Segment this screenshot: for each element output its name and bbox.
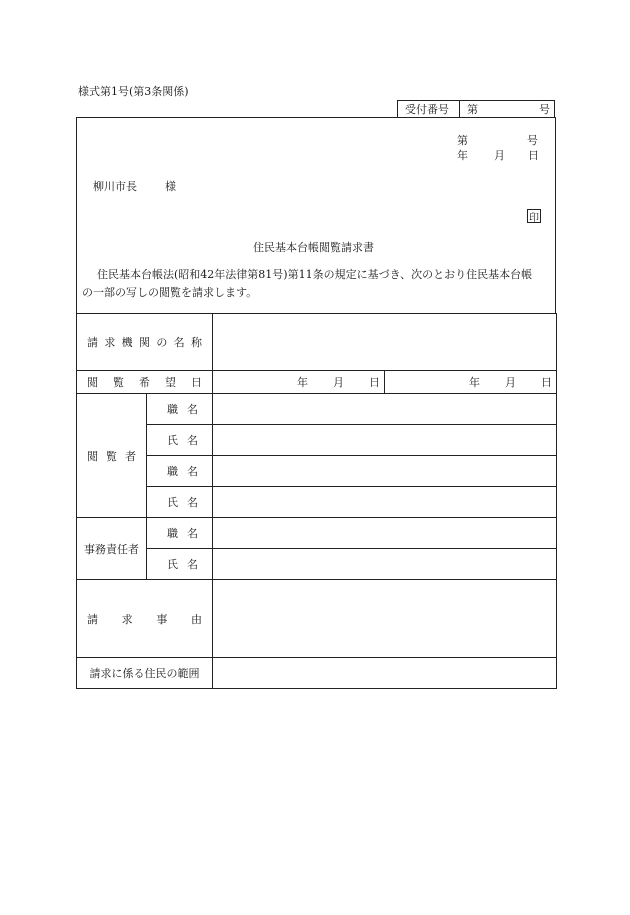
manager-title-field[interactable] (213, 518, 557, 549)
viewer1-name-field[interactable] (213, 425, 557, 456)
viewer2-name-field[interactable] (213, 487, 557, 518)
form-number-label: 様式第1号(第3条関係) (78, 85, 189, 98)
request-reason-label: 請求事由 (77, 580, 213, 658)
body-text-line2: の一部の写しの閲覧を請求します。 (82, 286, 258, 299)
viewer1-title-label: 職名 (147, 394, 213, 425)
body-text-line1: 住民基本台帳法(昭和42年法律第81号)第11条の規定に基づき、次のとおり住民基本台帳 (97, 268, 533, 281)
agency-name-label: 請求機関の名称 (77, 314, 213, 371)
resident-scope-field[interactable] (213, 658, 557, 689)
manager-title-label: 職名 (147, 518, 213, 549)
from-year: 年 (297, 376, 308, 389)
viewer1-name-label: 氏名 (147, 425, 213, 456)
resident-scope-label: 請求に係る住民の範囲 (77, 658, 213, 689)
addressee-name: 柳川市長 (93, 180, 137, 193)
viewer1-title-field[interactable] (213, 394, 557, 425)
manager-name-label: 氏名 (147, 549, 213, 580)
from-month: 月 (333, 376, 344, 389)
receipt-label: 受付番号 (405, 103, 449, 116)
to-month: 月 (505, 376, 516, 389)
request-header-section (76, 117, 556, 314)
viewers-label: 閲覧者 (77, 394, 147, 518)
doc-number-dai: 第 (457, 134, 468, 147)
viewer2-title-field[interactable] (213, 456, 557, 487)
request-details-table (76, 313, 557, 689)
desired-date-to-field[interactable] (385, 371, 557, 394)
addressee-honorific: 様 (165, 180, 176, 193)
receipt-dai: 第 (467, 103, 478, 116)
manager-label: 事務責任者 (77, 518, 147, 580)
date-month: 月 (494, 149, 505, 162)
receipt-go: 号 (539, 103, 550, 116)
viewer2-name-label: 氏名 (147, 487, 213, 518)
date-day: 日 (528, 149, 539, 162)
desired-dates-label: 閲覧希望日 (77, 371, 213, 394)
desired-date-from-field[interactable] (213, 371, 385, 394)
receipt-number-box (397, 100, 555, 117)
seal-stamp: 印 (527, 209, 541, 223)
manager-name-field[interactable] (213, 549, 557, 580)
viewer2-title-label: 職名 (147, 456, 213, 487)
agency-name-field[interactable] (213, 314, 557, 371)
request-reason-field[interactable] (213, 580, 557, 658)
from-day: 日 (369, 376, 380, 389)
document-title: 住民基本台帳閲覧請求書 (253, 241, 374, 254)
date-year: 年 (457, 149, 468, 162)
doc-number-go: 号 (527, 134, 538, 147)
to-year: 年 (469, 376, 480, 389)
to-day: 日 (541, 376, 552, 389)
